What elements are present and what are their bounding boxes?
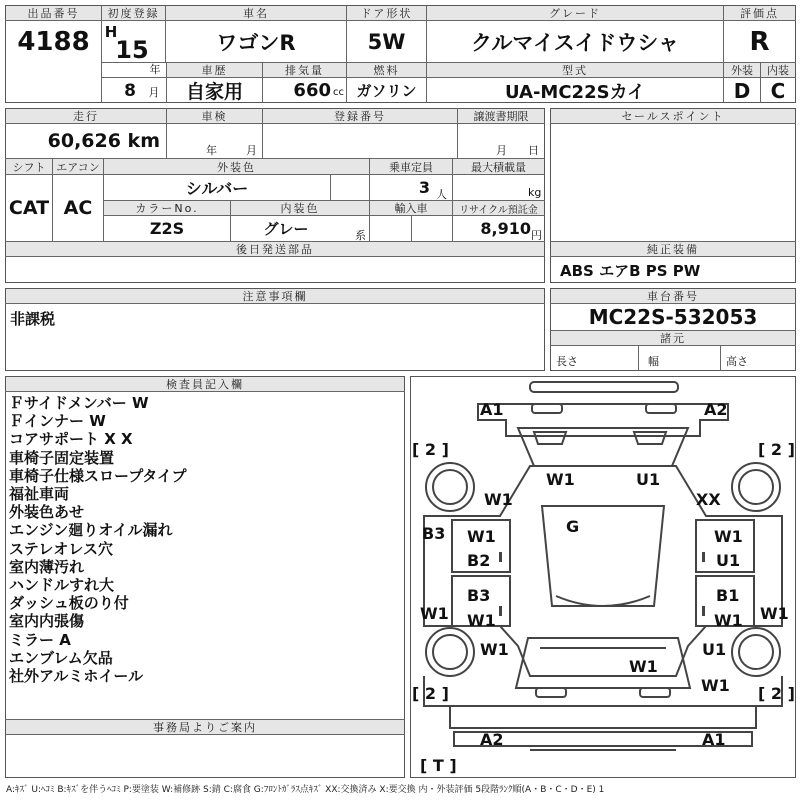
notes-header: 注意事項欄 [6, 289, 544, 303]
month-unit: 月 [148, 86, 160, 99]
lot-no: 4188 [17, 26, 90, 57]
inspector-note: ステレオレス穴 [9, 539, 113, 558]
notes-value: 非課税 [10, 309, 56, 328]
inspector-notes-list [9, 394, 399, 685]
lot-no-header: 出品番号 [6, 6, 101, 20]
mark-w1-far-left: W1 [420, 604, 449, 623]
spare-tire: [ T ] [420, 756, 457, 775]
aircon-value: AC [63, 197, 93, 219]
transfer-month-unit: 月 [496, 144, 507, 157]
inspection-year-unit: 年 [206, 144, 217, 157]
grade: クルマイスイドウシャ [471, 30, 679, 55]
import-header: 輸入車 [370, 201, 452, 215]
interior-header: 内装 [761, 63, 795, 77]
year: 15 [115, 36, 149, 64]
inspector-note: 福祉車両 [9, 485, 70, 504]
inspector-note: ミラー A [9, 630, 71, 649]
mark-w1-rear-left: W1 [480, 640, 509, 659]
damage-legend: A:ｷｽﾞ U:ﾍｺﾐ B:ｷｽﾞを伴うﾍｺﾐ P:要塗装 W:補修跡 S:錆 C:腐食 G:ﾌﾛﾝﾄｶﾞﾗｽ点ｷｽﾞ XX:交換済み X:要交換 内・外装評価 5段階ﾗﾝｸ順(A・B・C・D・E) 1 [6, 785, 605, 795]
mark-u1-top: U1 [636, 470, 661, 489]
chassis-no-header: 車台番号 [551, 289, 795, 303]
spec-height: 高さ [726, 355, 748, 368]
door-type: 5W [367, 29, 406, 54]
history-value: 自家用 [185, 81, 243, 103]
tire-fr: [ 2 ] [758, 440, 795, 459]
color-no-value: Z2S [149, 219, 185, 238]
fuel-value: ガソリン [356, 82, 417, 100]
mark-w1-rear-right: W1 [701, 676, 730, 695]
int-color-value: グレー [263, 220, 309, 238]
tire-fl: [ 2 ] [412, 440, 449, 459]
score-header: 評価点 [724, 6, 795, 20]
mark-w1-rear-center: W1 [629, 657, 658, 676]
spec-length: 長さ [556, 355, 578, 368]
grade-header: グレード [427, 6, 723, 20]
inspector-note: 室内内張傷 [9, 612, 85, 631]
inspector-note: エンジン廻りオイル漏れ [9, 521, 173, 540]
color-no-header: カラーNo. [104, 201, 230, 215]
car-name-header: 車名 [166, 6, 346, 20]
inspector-note: ダッシュ板のり付 [9, 594, 129, 613]
office-notice-header: 事務局よりご案内 [6, 720, 404, 734]
inspection-header: 車検 [167, 109, 262, 123]
later-parts-header: 後日発送部品 [6, 242, 544, 256]
history-header: 車歴 [167, 63, 262, 77]
specs-header: 諸元 [551, 331, 795, 345]
tire-rr: [ 2 ] [758, 684, 795, 703]
chassis-no-value: MC22S-532053 [588, 305, 758, 329]
int-color-unit: 系 [355, 229, 366, 242]
int-color-header: 内装色 [231, 201, 369, 215]
capacity-unit: 人 [436, 188, 447, 201]
inspector-notes-header: 検査員記入欄 [6, 377, 404, 391]
recycle-unit: 円 [531, 229, 542, 242]
ext-color-value: シルバー [185, 179, 249, 198]
inspector-note: 室内薄汚れ [9, 557, 85, 576]
mark-b2-left: B2 [467, 551, 491, 570]
door-header: ドア形状 [347, 6, 426, 20]
transfer-day-unit: 日 [528, 144, 539, 157]
recycle-value: 8,910 [480, 219, 531, 238]
mark-a1-bottom: A1 [702, 730, 726, 749]
inspector-note: エンブレム欠品 [9, 648, 113, 667]
transfer-deadline-header: 譲渡書期限 [458, 109, 544, 123]
month: 8 [124, 80, 136, 101]
mark-w1-right-rear: W1 [714, 611, 743, 630]
inspector-note: 社外アルミホイール [9, 667, 144, 686]
mark-b3-left: B3 [422, 524, 446, 543]
mark-w1-right-door: W1 [714, 527, 743, 546]
first-reg-header: 初度登録 [102, 6, 165, 20]
inspector-note: ハンドルすれ大 [9, 576, 115, 595]
mark-w1-left-rear: W1 [467, 611, 496, 630]
mark-w1-left-door: W1 [467, 527, 496, 546]
recycle-header: リサイクル預託金 [453, 201, 544, 215]
mark-xx-front-right: XX [696, 490, 721, 509]
inspection-month-unit: 月 [246, 144, 257, 157]
shift-header: シフト [6, 159, 52, 174]
mark-b1-right: B1 [716, 586, 740, 605]
mileage-header: 走行 [6, 109, 166, 123]
max-load-header: 最大積載量 [453, 159, 544, 174]
capacity-header: 乗車定員 [370, 159, 452, 174]
spec-width: 幅 [648, 355, 659, 368]
mark-w1-far-right: W1 [760, 604, 789, 623]
inspector-note: コアサポート X X [9, 430, 133, 449]
factory-equip-header: 純正装備 [551, 242, 795, 256]
ext-score: D [733, 78, 751, 103]
inspector-note: 外装色あせ [9, 503, 85, 522]
mark-b3-left-rear: B3 [467, 586, 491, 605]
mark-a2-top: A2 [704, 400, 728, 419]
mark-w1-top-left: W1 [546, 470, 575, 489]
exterior-header: 外装 [724, 63, 760, 77]
mark-u1-rear-right: U1 [702, 640, 727, 659]
tire-rl: [ 2 ] [412, 684, 449, 703]
aircon-header: エアコン [53, 159, 103, 174]
factory-equip-value: ABS エアB PS PW [560, 261, 701, 280]
sales-point-header: セールスポイント [551, 109, 795, 123]
displacement-header: 排気量 [263, 63, 346, 77]
car-diagram [410, 376, 796, 778]
score: R [749, 26, 770, 57]
mark-w1-front-left: W1 [484, 490, 513, 509]
int-score: C [770, 78, 786, 103]
year-unit: 年 [149, 63, 161, 76]
capacity-value: 3 [418, 178, 430, 197]
mark-g-center: G [566, 517, 580, 536]
mark-a1-top: A1 [480, 400, 504, 419]
model-code-value: UA-MC22Sカイ [504, 81, 646, 103]
displacement-unit: cc [333, 86, 344, 98]
fuel-header: 燃料 [347, 63, 426, 77]
inspector-note: Ｆインナー W [9, 412, 106, 431]
mark-a2-bottom: A2 [480, 730, 504, 749]
inspector-note: 車椅子仕様スロープタイプ [9, 466, 187, 485]
mark-u1-right: U1 [716, 551, 741, 570]
car-name: ワゴンR [216, 30, 296, 55]
inspector-note: 車椅子固定装置 [9, 448, 115, 467]
shift-value: CAT [8, 197, 50, 219]
reg-no-header: 登録番号 [263, 109, 457, 123]
ext-color-header: 外装色 [104, 159, 369, 174]
mileage-value: 60,626 km [47, 130, 160, 152]
max-load-unit: kg [528, 186, 542, 199]
era: H [104, 23, 118, 41]
displacement-value: 660 [293, 80, 331, 101]
inspector-note: Ｆサイドメンバー W [9, 394, 149, 412]
model-code-header: 型式 [427, 63, 723, 77]
